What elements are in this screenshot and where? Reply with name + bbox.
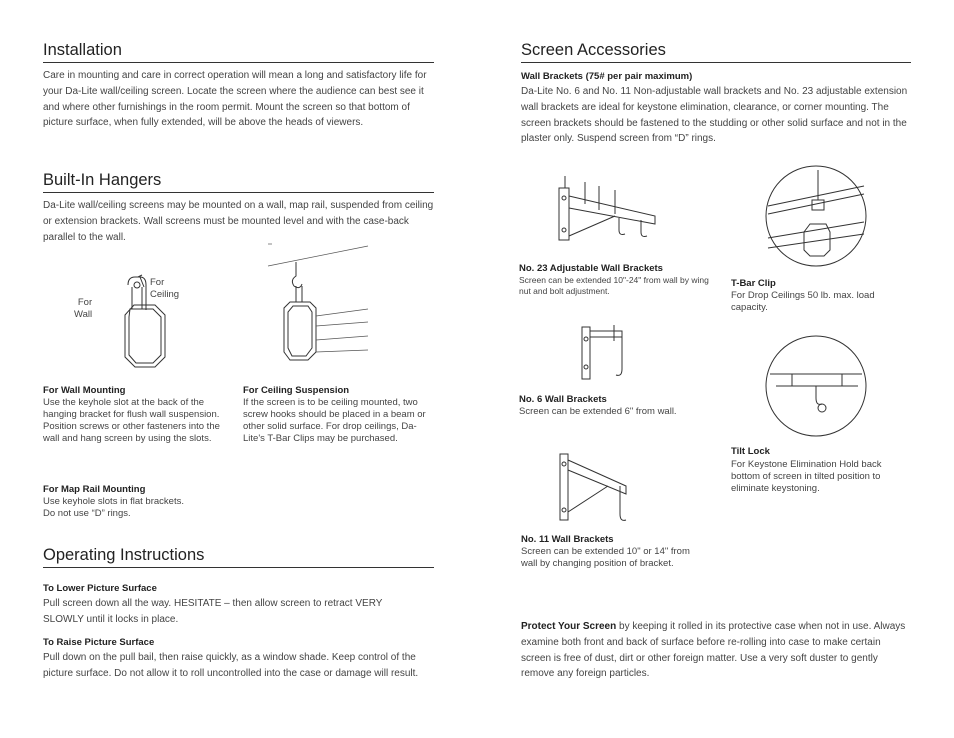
tbar-clip-illustration: [766, 166, 866, 266]
no23-bracket-illustration: [555, 168, 665, 248]
protect-paragraph: [521, 619, 913, 682]
ceiling-suspension-title: For Ceiling Suspension: [243, 385, 350, 396]
hangers-heading: Built-In Hangers: [43, 171, 162, 189]
no23-text: Screen can be extended 10"-24" from wall by wing nut and bolt adjustment.: [519, 275, 709, 296]
protect-lead: Protect Your Screen: [521, 621, 617, 632]
tbar-text: For Drop Ceilings 50 lb. max. load capacity.: [731, 290, 875, 313]
ceiling-suspension-illustration: [268, 244, 378, 374]
wall-mounting-text: Use the keyhole slot at the back of the hanging bracket for flush wall suspension. Position screws or other fasteners into the wall and hang screen by using the slots.: [43, 397, 220, 444]
accessories-heading: Screen Accessories: [521, 41, 666, 59]
label-for-ceiling: For Ceiling: [150, 277, 180, 300]
no11-text: Screen can be extended 10" or 14" from wall by changing position of bracket.: [521, 546, 690, 569]
wall-mounting-title: For Wall Mounting: [43, 385, 126, 396]
raise-title: To Raise Picture Surface: [43, 637, 155, 648]
no6-title: No. 6 Wall Brackets: [519, 394, 607, 405]
installation-rule: [43, 62, 434, 63]
tilt-text: For Keystone Elimination Hold back bottom of screen in tilted position to eliminate keystoning.: [731, 459, 882, 494]
installation-heading: Installation: [43, 41, 122, 59]
no23-title: No. 23 Adjustable Wall Brackets: [519, 263, 663, 274]
no6-bracket-illustration: [578, 323, 638, 383]
raise-text: Pull down on the pull bail, then raise quickly, as a window shade. Keep control of the picture surface. Do not allow it to roll uncontrolled into the case or damage will result.: [43, 652, 419, 679]
tbar-title: T-Bar Clip: [731, 278, 776, 289]
hangers-body: Da-Lite wall/ceiling screens may be mounted on a wall, map rail, suspended from ceiling or extension brackets. Wall screens must be mounted level and with the case-back parallel to the wall.: [43, 200, 434, 243]
brackets-title: Wall Brackets (75# per pair maximum): [521, 71, 693, 82]
lower-text: Pull screen down all the way. HESITATE – then allow screen to retract VERY SLOWLY until it locks in place.: [43, 598, 383, 625]
lower-title: To Lower Picture Surface: [43, 583, 157, 594]
no6-text: Screen can be extended 6" from wall.: [519, 406, 677, 417]
map-rail-title: For Map Rail Mounting: [43, 484, 146, 495]
operating-rule: [43, 567, 434, 568]
label-for-wall: For Wall: [74, 297, 93, 320]
accessories-rule: [521, 62, 911, 63]
no11-title: No. 11 Wall Brackets: [521, 534, 614, 545]
protect-text: by keeping it rolled in its protective case when not in use. Always examine both front and back of surface before re-rolling into case to make certain screen is free of dust, dirt or other foreign matter. Use a very soft duster to gently remove any foreign particles.: [521, 621, 906, 680]
no11-bracket-illustration: [556, 450, 636, 525]
ceiling-suspension-text: If the screen is to be ceiling mounted, two screw hooks should be placed in a beam or other solid surface. For drop ceilings, Da-Lite's T-Bar Clips may be purchased.: [243, 397, 426, 444]
tilt-title: Tilt Lock: [731, 446, 770, 457]
brackets-text: Da-Lite No. 6 and No. 11 Non-adjustable wall brackets and No. 23 adjustable extension wall brackets are ideal for keystone elimination, clearance, or corner mounting. The screen brackets should be fastened to the studding or other solid surface and not in the plaster only. Suspend screen from “D” rings.: [521, 86, 908, 145]
map-rail-text: Use keyhole slots in flat brackets. Do not use “D” rings.: [43, 496, 184, 519]
installation-body: Care in mounting and care in correct operation will mean a long and satisfactory life for your Da-Lite wall/ceiling screen. Locate the screen where the audience can best see it and where other furnishings in the room permit. Mount the screen so that bottom of picture surface, when fully extended, will be above the heads of viewers.: [43, 70, 427, 129]
operating-heading: Operating Instructions: [43, 546, 205, 564]
hangers-rule: [43, 192, 434, 193]
tilt-lock-illustration: [766, 336, 866, 436]
